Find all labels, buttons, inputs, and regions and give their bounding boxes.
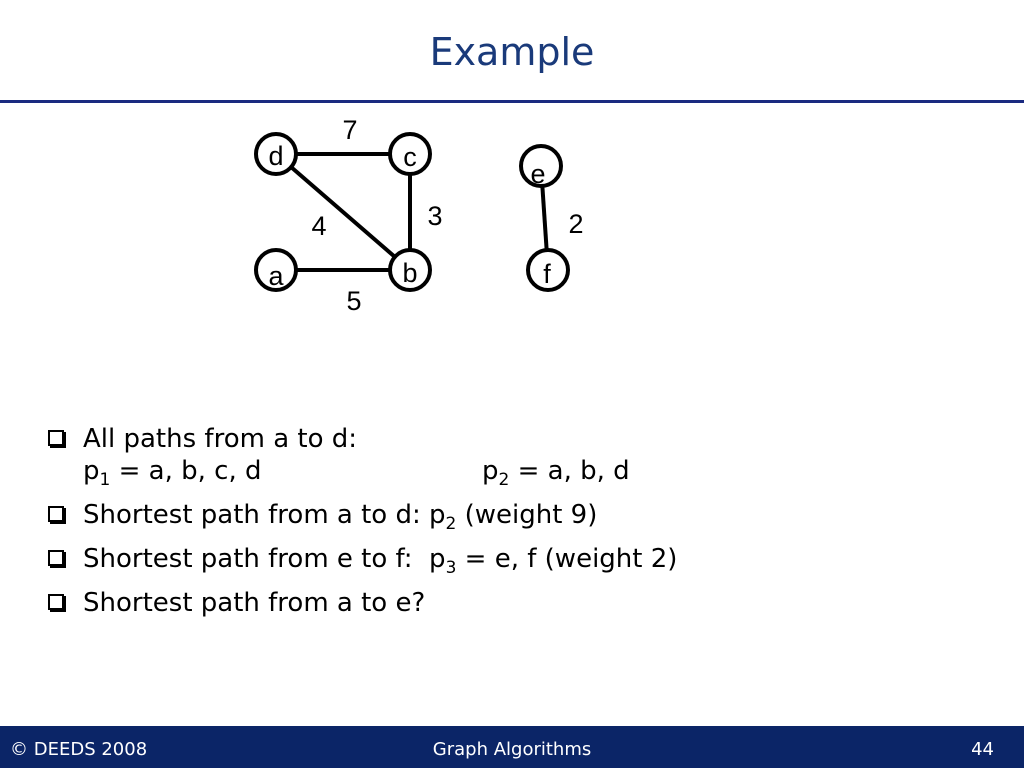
node-d-label: d	[268, 141, 284, 171]
bullet-all-paths	[48, 423, 988, 490]
title-divider	[0, 100, 1024, 103]
slide-title: Example	[429, 30, 595, 74]
node-c-label: c	[403, 142, 417, 172]
bullet-shortest-a-d-text: Shortest path from a to d: p	[83, 500, 446, 530]
bullet-shortest-a-d-rest: (weight 9)	[456, 500, 598, 530]
path-p1	[83, 455, 482, 490]
node-a	[256, 250, 296, 291]
edge-d-b	[276, 154, 410, 270]
checkbox-bullet-icon	[48, 430, 64, 446]
checkbox-bullet-icon	[48, 594, 64, 610]
node-f	[528, 250, 568, 290]
edge-c-b-weight: 3	[427, 201, 443, 231]
bullet-shortest-e-f	[48, 543, 988, 578]
node-b	[390, 250, 430, 290]
checkbox-bullet-icon	[48, 506, 64, 522]
bullet-shortest-e-f-text: Shortest path from e to f: p	[83, 544, 446, 574]
footer-page-number: 44	[971, 739, 994, 760]
path-p1-subscript: 1	[99, 470, 111, 490]
edge-a-b-weight: 5	[346, 286, 362, 316]
path-p2-nodes: = a, b, d	[509, 456, 630, 486]
path-p2	[482, 455, 630, 490]
checkbox-bullet-icon	[48, 550, 64, 566]
bullet-shortest-e-f-subscript: 3	[445, 558, 457, 578]
node-c	[390, 134, 430, 174]
edge-d-b-weight: 4	[311, 211, 327, 241]
node-e-label: e	[530, 159, 546, 189]
bullet-shortest-a-d-subscript: 2	[445, 514, 457, 534]
edge-e-f-weight: 2	[568, 209, 584, 239]
path-p1-letter: p	[83, 456, 100, 486]
paths-line	[83, 455, 988, 490]
bullet-list	[48, 423, 988, 628]
path-p1-nodes: = a, b, c, d	[110, 456, 262, 486]
bullet-shortest-a-d	[48, 499, 988, 534]
graph-diagram	[0, 105, 1024, 325]
footer-bar	[0, 726, 1024, 768]
bullet-all-paths-text: All paths from a to d:	[83, 424, 358, 454]
node-e	[521, 146, 561, 189]
path-p2-subscript: 2	[498, 470, 510, 490]
node-f-label: f	[543, 259, 551, 289]
edge-d-c-weight: 7	[342, 115, 358, 145]
node-d	[256, 134, 296, 174]
bullet-shortest-a-e	[48, 587, 988, 619]
path-p2-letter: p	[482, 456, 499, 486]
node-a-label: a	[268, 261, 284, 291]
footer-copyright: © DEEDS 2008	[10, 739, 148, 760]
footer-title: Graph Algorithms	[432, 739, 592, 760]
node-b-label: b	[402, 258, 418, 288]
bullet-shortest-a-e-text: Shortest path from a to e?	[83, 588, 426, 618]
bullet-shortest-e-f-rest: = e, f (weight 2)	[456, 544, 678, 574]
